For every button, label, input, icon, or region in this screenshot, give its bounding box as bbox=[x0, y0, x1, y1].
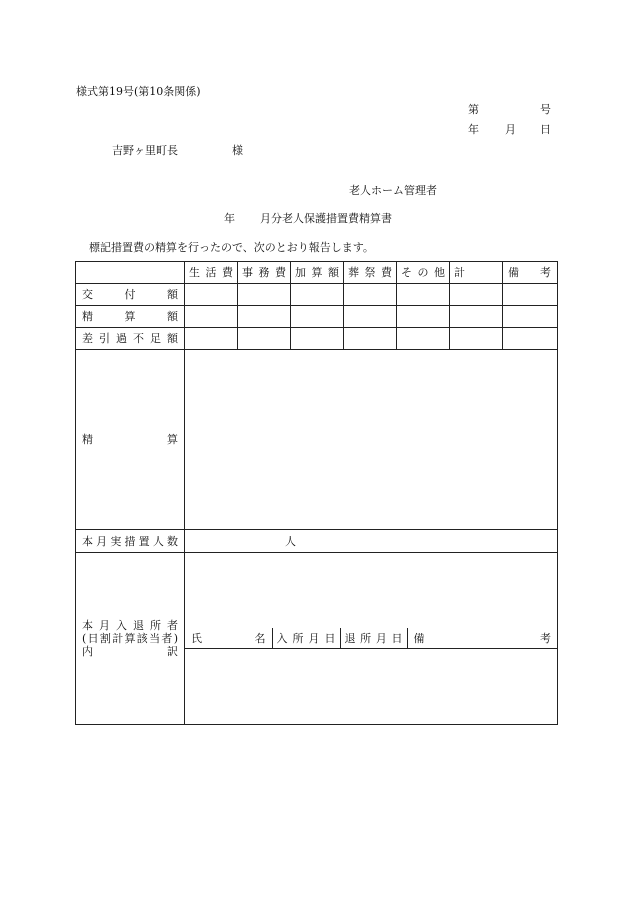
calc-area[interactable] bbox=[185, 350, 558, 530]
col-header: 加算額 bbox=[291, 262, 344, 284]
table-cell[interactable] bbox=[503, 306, 558, 328]
table-cell[interactable] bbox=[344, 306, 397, 328]
table-cell[interactable] bbox=[344, 328, 397, 350]
table-cell[interactable] bbox=[185, 284, 238, 306]
row-label: 交付額 bbox=[76, 284, 185, 306]
detail-label bbox=[76, 553, 185, 725]
row-label: 差引過不足額 bbox=[76, 328, 185, 350]
corner-cell bbox=[76, 262, 185, 284]
intro-text: 標記措置費の精算を行ったので、次のとおり報告します。 bbox=[89, 241, 374, 254]
table-cell[interactable] bbox=[450, 306, 503, 328]
table-cell[interactable] bbox=[238, 328, 291, 350]
table-cell[interactable] bbox=[450, 328, 503, 350]
table-cell[interactable] bbox=[503, 328, 558, 350]
honorific: 様 bbox=[232, 144, 243, 157]
detail-cell[interactable] bbox=[185, 649, 272, 650]
table-cell[interactable] bbox=[238, 284, 291, 306]
table-cell[interactable] bbox=[291, 306, 344, 328]
col-header: 備考 bbox=[503, 262, 558, 284]
page-title: 月分老人保護措置費精算書 bbox=[260, 212, 392, 225]
detail-cell[interactable] bbox=[407, 649, 557, 650]
date-month: 月 bbox=[505, 123, 516, 136]
detail-table bbox=[185, 628, 557, 650]
col-header: その他 bbox=[397, 262, 450, 284]
table-cell[interactable] bbox=[397, 306, 450, 328]
addressee: 吉野ヶ里町長 bbox=[112, 144, 178, 157]
col-header: 事務費 bbox=[238, 262, 291, 284]
settlement-table bbox=[75, 261, 558, 725]
table-cell[interactable] bbox=[397, 284, 450, 306]
detail-label-line-2: (日割計算該当者) bbox=[82, 631, 178, 645]
detail-label-line-1: 本月入退所者 bbox=[82, 618, 178, 632]
detail-col-header: 氏名 bbox=[185, 628, 272, 649]
table-cell[interactable] bbox=[450, 284, 503, 306]
sender: 老人ホーム管理者 bbox=[349, 184, 437, 197]
count-label: 本月実措置人数 bbox=[76, 530, 185, 553]
detail-col-header: 退所月日 bbox=[340, 628, 407, 649]
detail-area bbox=[185, 553, 558, 725]
detail-cell[interactable] bbox=[340, 649, 407, 650]
table-cell[interactable] bbox=[291, 328, 344, 350]
count-unit: 人 bbox=[285, 534, 296, 548]
table-cell[interactable] bbox=[291, 284, 344, 306]
calc-label: 精算 bbox=[76, 350, 185, 530]
detail-label-line-3: 内訳 bbox=[82, 645, 178, 659]
form-number: 様式第19号(第10条関係) bbox=[76, 85, 201, 98]
table-cell[interactable] bbox=[344, 284, 397, 306]
detail-col-header: 備考 bbox=[407, 628, 557, 649]
date-day: 日 bbox=[540, 123, 551, 136]
detail-cell[interactable] bbox=[272, 649, 340, 650]
date-year: 年 bbox=[468, 123, 479, 136]
title-year: 年 bbox=[224, 212, 235, 225]
table-cell[interactable] bbox=[185, 328, 238, 350]
col-header: 葬祭費 bbox=[344, 262, 397, 284]
row-label: 精算額 bbox=[76, 306, 185, 328]
table-cell[interactable] bbox=[238, 306, 291, 328]
col-header: 計 bbox=[450, 262, 503, 284]
col-header: 生活費 bbox=[185, 262, 238, 284]
table-cell[interactable] bbox=[397, 328, 450, 350]
doc-no-suffix: 号 bbox=[540, 103, 551, 116]
count-cell[interactable] bbox=[185, 530, 558, 553]
doc-no-prefix: 第 bbox=[468, 103, 479, 116]
table-cell[interactable] bbox=[185, 306, 238, 328]
table-cell[interactable] bbox=[503, 284, 558, 306]
detail-col-header: 入所月日 bbox=[272, 628, 340, 649]
